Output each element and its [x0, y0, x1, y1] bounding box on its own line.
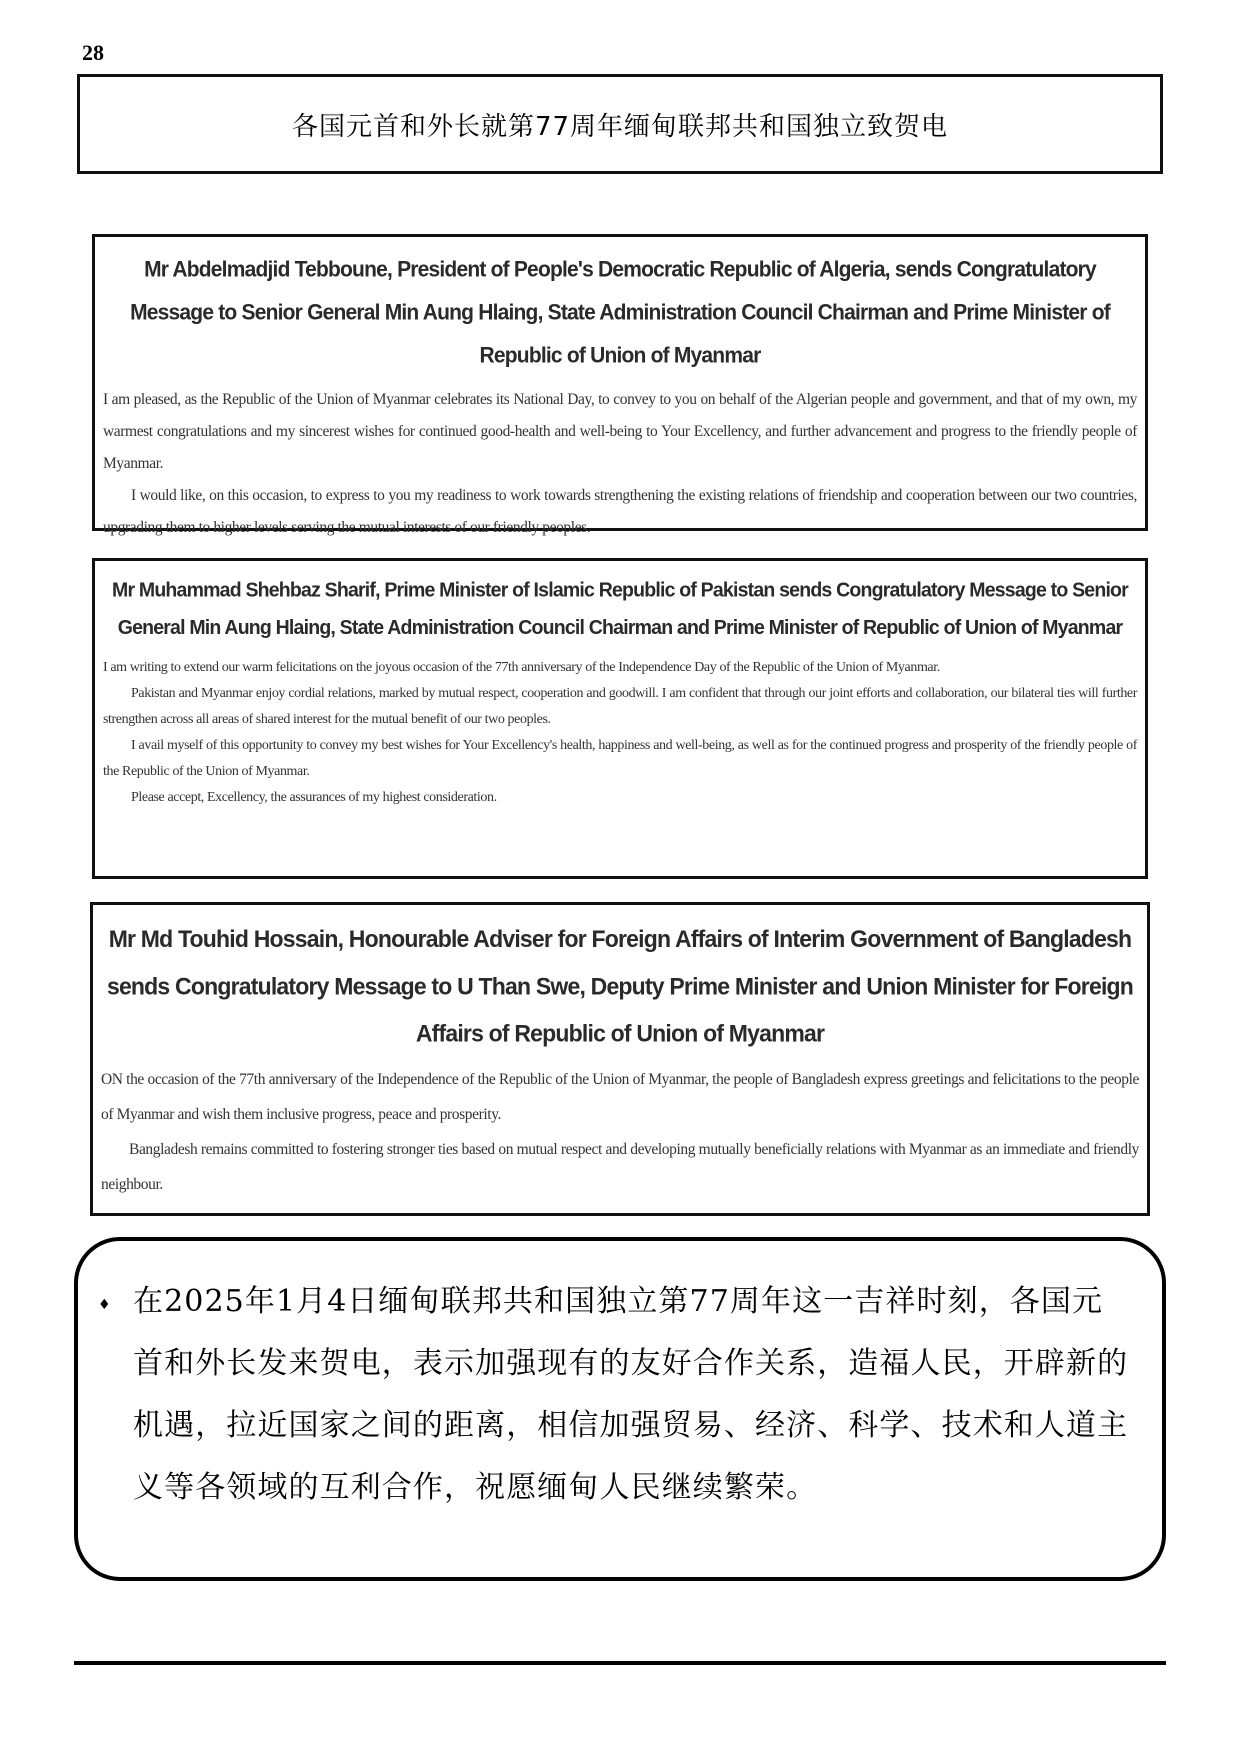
message-box-bangladesh — [90, 902, 1150, 1216]
page-title: 各国元首和外长就第77周年缅甸联邦共和国独立致贺电 — [291, 111, 949, 142]
message-paragraph: Please accept, Excellency, the assurances of my highest consideration. — [131, 790, 497, 805]
diamond-bullet-icon: ♦ — [98, 1297, 111, 1313]
page-number: 28 — [82, 40, 104, 65]
message-body — [101, 1062, 1139, 1202]
summary-box — [74, 1237, 1166, 1581]
message-body — [103, 384, 1137, 544]
summary-text: 在2025年1月4日缅甸联邦共和国独立第77周年这一吉祥时刻，各国元首和外长发来贺电，表示加强现有的友好合作关系，造福人民，开辟新的机遇，拉近国家之间的距离，相信加强贸易、经济、科学、技术和人道主义等各领域的互利合作，祝愿缅甸人民继续繁荣。 — [133, 1284, 1129, 1505]
message-paragraph: ON the occasion of the 77th anniversary of the Independence of the Republic of the Union of Myanmar, the people of Bangladesh express greetings and felicitations to the people of Myanmar and wish them inclusive progress, peace and prosperity. — [101, 1071, 1139, 1123]
footer-divider — [74, 1661, 1166, 1665]
message-paragraph: Bangladesh remains committed to fostering stronger ties based on mutual respect and developing mutually beneficially relations with Myanmar as an immediate and friendly neighbour. — [101, 1141, 1139, 1193]
message-heading: Mr Abdelmadjid Tebboune, President of People's Democratic Republic of Algeria, sends Congratulatory Message to Senior General Min Aung Hlaing, State Administration Council Chairman and Prime Minister of Republic of Union of Myanmar — [130, 257, 1110, 368]
message-heading: Mr Muhammad Shehbaz Sharif, Prime Minister of Islamic Republic of Pakistan sends Congratulatory Message to Senior General Min Aung Hlaing, State Administration Council Chairman and Prime Minister of Republic of Union of Myanmar — [112, 578, 1128, 640]
message-paragraph: Pakistan and Myanmar enjoy cordial relations, marked by mutual respect, cooperation and goodwill. I am confident that through our joint efforts and collaboration, our bilateral ties will further strengthen across all areas of shared interest for the mutual benefit of our two peoples. — [103, 686, 1137, 727]
message-body — [103, 655, 1137, 811]
page-title-box — [77, 74, 1163, 174]
message-box-algeria — [92, 234, 1148, 536]
message-paragraph: I am writing to extend our warm felicitations on the joyous occasion of the 77th anniversary of the Independence Day of the Republic of the Union of Myanmar. — [103, 660, 940, 675]
message-heading: Mr Md Touhid Hossain, Honourable Adviser for Foreign Affairs of Interim Government of Bangladesh sends Congratulatory Message to U Than Swe, Deputy Prime Minister and Union Minister for Foreign Affairs of Republic of Union of Myanmar — [106, 925, 1134, 1047]
message-paragraph: I am pleased, as the Republic of the Union of Myanmar celebrates its National Day, to convey to you on behalf of the Algerian people and government, and that of my own, my warmest congratulations and my sincerest wishes for continued good-health and well-being to Your Excellency, and further advancement and progress to the friendly people of Myanmar. — [103, 391, 1137, 472]
message-box-pakistan — [92, 558, 1148, 879]
message-paragraph: I avail myself of this opportunity to convey my best wishes for Your Excellency's health, happiness and well-being, as well as for the continued progress and prosperity of the friendly people of the Republic of the Union of Myanmar. — [103, 738, 1137, 779]
message-paragraph: I would like, on this occasion, to express to you my readiness to work towards strengthening the existing relations of friendship and cooperation between our two countries, upgrading them to higher levels serving the mutual interests of our friendly peoples. — [103, 487, 1137, 536]
